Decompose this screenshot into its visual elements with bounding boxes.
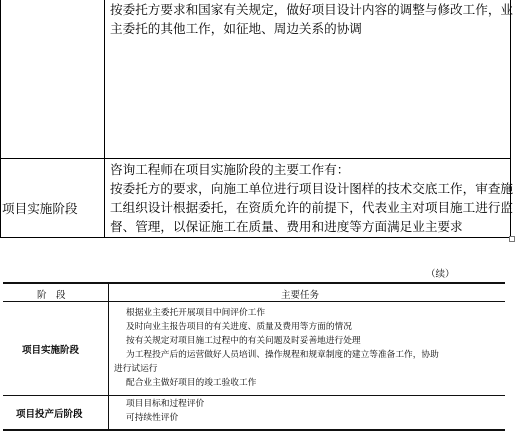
row2-line-1: 咨询工程师在项目实施阶段的主要工作有： [110, 162, 350, 177]
bottom-table-column-divider [108, 283, 109, 430]
continued-label: （续） [426, 269, 455, 280]
bottom-table [0, 260, 518, 432]
top-table-bottom-border [0, 237, 511, 238]
bottom-table-top-rule [3, 282, 505, 284]
top-table-divider [104, 0, 105, 238]
task-line: 可持续性评价 [126, 413, 179, 423]
header-tasks: 主要任务 [281, 290, 320, 301]
bottom-table-row-rule [3, 395, 505, 396]
task-line: 进行试运行 [114, 364, 158, 374]
row2-stage-label: 项目实施阶段 [2, 201, 78, 216]
task-line: 为工程投产后的运营做好人员培训、操作规程和规章制度的建立等准备工作，协助 [126, 350, 439, 360]
top-table-row-separator [0, 158, 511, 159]
header-stage: 阶 段 [37, 290, 66, 301]
row2-line-2: 按委托方的要求，向施工单位进行项目设计图样的技术交底工作，审查施 [110, 181, 513, 196]
task-line: 项目目标和过程评价 [126, 399, 205, 409]
task-line: 根据业主委托开展项目中间评价工作 [126, 308, 265, 318]
bottom-table-header-rule [3, 301, 505, 302]
row1-line-1: 按委托方要求和国家有关规定，做好项目设计内容的调整与修改工作，业 [110, 2, 513, 17]
row2-line-3: 工组织设计根据委托，在资质允许的前提下，代表业主对项目施工进行监 [110, 200, 513, 215]
bottom-table-bottom-rule [3, 429, 505, 431]
table-resize-handle-icon[interactable] [509, 236, 515, 242]
top-table-left-border [0, 0, 1, 238]
stage-post-production: 项目投产后阶段 [16, 409, 83, 420]
row1-line-2: 主委托的其他工作，如征地、周边关系的协调 [110, 21, 362, 36]
task-line: 及时向业主报告项目的有关进度、质量及费用等方面的情况 [126, 322, 352, 332]
task-line: 按有关规定对项目施工过程中的有关问题及时妥善地进行处理 [126, 336, 361, 346]
stage-implementation: 项目实施阶段 [22, 345, 80, 356]
task-line: 配合业主做好项目的竣工验收工作 [126, 378, 257, 388]
row2-line-4: 督、管理，以保证施工在质量、费用和进度等方面满足业主要求 [110, 219, 463, 234]
